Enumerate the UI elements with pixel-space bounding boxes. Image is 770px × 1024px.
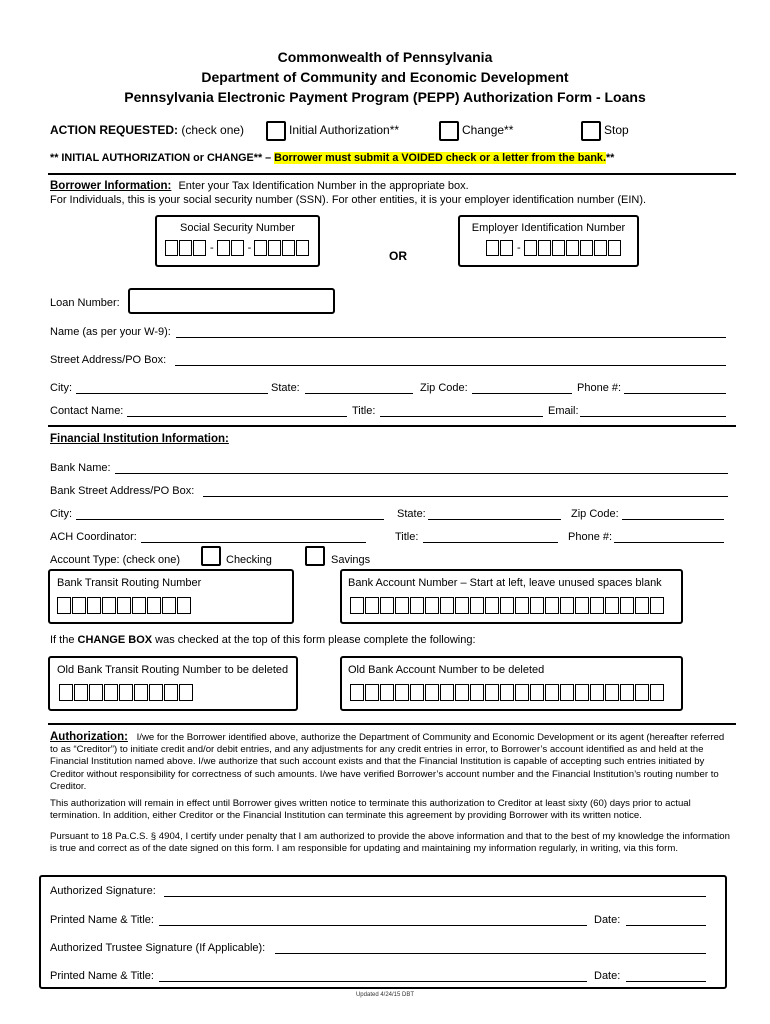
form-title-line2: Department of Community and Economic Development [201, 69, 569, 85]
routing-digit-cells[interactable] [57, 597, 292, 614]
ein-label: Employer Identification Number [471, 222, 626, 234]
loan-number-label: Loan Number: [50, 297, 120, 309]
or-label: OR [389, 249, 407, 263]
contact-label: Contact Name: [50, 405, 124, 417]
old-account-label: Old Bank Account Number to be deleted [348, 664, 545, 676]
zip-field[interactable] [472, 382, 572, 394]
bank-state-field[interactable] [428, 508, 561, 520]
account-number-label: Bank Account Number – Start at left, leave unused spaces blank [348, 577, 662, 589]
printed-name-2-label: Printed Name & Title: [50, 970, 154, 982]
date-2-field[interactable] [626, 970, 706, 982]
section-divider-auth [48, 723, 736, 725]
bank-phone-field[interactable] [614, 531, 724, 543]
ein-box [458, 215, 639, 267]
signature-field[interactable] [164, 885, 706, 897]
ach-label: ACH Coordinator: [50, 531, 137, 543]
ssn-digit-cells[interactable]: - - [165, 240, 318, 256]
authorization-paragraph-2: This authorization will remain in effect until Borrower gives written notice to terminate this authorization to Creditor at least sixty (60) days prior to actual termination. In addition, either Creditor or the Financial Institution can terminate this agreement by providing Borrower with its written notice. [50, 798, 691, 822]
trustee-signature-label: Authorized Trustee Signature (If Applicable): [50, 942, 266, 954]
authorization-paragraph-3: Pursuant to 18 Pa.C.S. § 4904, I certify under penalty that I am authorized to provide the above information and that to the best of my knowledge the information is true and correct as of the date signed on this form. I am responsible for updating and maintaining my information regularly, in writing, via this form. [50, 831, 730, 855]
bank-state-label: State: [397, 508, 426, 520]
bank-name-field[interactable] [115, 462, 728, 474]
old-account-digit-cells[interactable] [350, 684, 681, 701]
authorization-paragraph-1: Authorization: I/we for the Borrower identified above, authorize the Department of Community and Economic Development or its agent (hereafter referred to as “Creditor”) to initiate credit and/or debit entries, and any adjustments for any credit entries in error, to Borrower’s account identified as and held at the Financial Institution named above. I/we authorize that such account exists and that the Financial Institution is capable of accepting such entries initiated by Creditor without responsibility for correctness of such amounts. I/we have verified Borrower’s account number and the Financial Institution’s routing number to Creditor. [50, 731, 725, 792]
bank-zip-field[interactable] [622, 508, 724, 520]
voided-check-notice [50, 152, 614, 164]
notice-suffix: ** [605, 152, 615, 164]
trustee-signature-field[interactable] [275, 942, 706, 954]
stop-checkbox[interactable] [581, 121, 601, 141]
borrower-intro1: Enter your Tax Identification Number in the appropriate box. [178, 180, 469, 192]
old-routing-box [48, 656, 298, 711]
street-field[interactable] [175, 354, 726, 366]
state-label: State: [271, 382, 300, 394]
printed-name-field[interactable] [159, 914, 587, 926]
date-field[interactable] [626, 914, 706, 926]
ssn-box [155, 215, 320, 267]
ein-digit-cells[interactable]: - [486, 240, 637, 256]
action-requested-label: ACTION REQUESTED: [50, 123, 179, 137]
section-divider-top [48, 173, 736, 175]
routing-number-box [48, 569, 294, 624]
change-label: Change** [462, 123, 514, 137]
street-label: Street Address/PO Box: [50, 354, 167, 366]
email-field[interactable] [580, 405, 726, 417]
bank-phone-label: Phone #: [568, 531, 613, 543]
updated-footer: Updated 4/24/15 DBT [355, 992, 415, 998]
bank-city-label: City: [50, 508, 72, 520]
authorization-heading: Authorization: [50, 731, 128, 743]
savings-checkbox[interactable] [305, 546, 325, 566]
ach-title-field[interactable] [423, 531, 558, 543]
bank-city-field[interactable] [76, 508, 384, 520]
account-type-label: Account Type: (check one) [50, 554, 181, 566]
borrower-heading: Borrower Information: [50, 180, 172, 192]
bank-street-field[interactable] [203, 485, 728, 497]
checking-label: Checking [226, 554, 272, 566]
section-divider-bank [48, 425, 736, 427]
bank-street-label: Bank Street Address/PO Box: [50, 485, 195, 497]
old-routing-digit-cells[interactable] [59, 684, 296, 701]
action-requested-hint: (check one) [181, 123, 245, 137]
checking-checkbox[interactable] [201, 546, 221, 566]
change-instructions: If the CHANGE BOX was checked at the top of this form please complete the following: [50, 634, 476, 646]
initial-authorization-label: Initial Authorization** [289, 123, 400, 137]
form-title-line3: Pennsylvania Electronic Payment Program (PEPP) Authorization Form - Loans [124, 89, 646, 105]
ach-field[interactable] [141, 531, 366, 543]
change-checkbox[interactable] [439, 121, 459, 141]
account-number-box [340, 569, 683, 624]
old-routing-label: Old Bank Transit Routing Number to be deleted [57, 664, 289, 676]
loan-number-input[interactable] [128, 288, 335, 314]
borrower-heading-row [50, 180, 469, 192]
name-field[interactable] [176, 326, 726, 338]
borrower-intro2: For Individuals, this is your social security number (SSN). For other entities, it is your employer identification number (EIN). [50, 194, 647, 206]
printed-name-label: Printed Name & Title: [50, 914, 154, 926]
ssn-label: Social Security Number [180, 222, 295, 234]
bank-zip-label: Zip Code: [571, 508, 619, 520]
routing-number-label: Bank Transit Routing Number [57, 577, 202, 589]
form-title-line1: Commonwealth of Pennsylvania [277, 49, 493, 65]
contact-title-label: Title: [352, 405, 376, 417]
city-field[interactable] [76, 382, 268, 394]
savings-label: Savings [331, 554, 371, 566]
bank-heading: Financial Institution Information: [50, 433, 229, 445]
action-requested-row [50, 123, 244, 137]
contact-field[interactable] [127, 405, 347, 417]
old-account-box [340, 656, 683, 711]
notice-prefix: ** INITIAL AUTHORIZATION or CHANGE** – [50, 152, 275, 164]
account-digit-cells[interactable] [350, 597, 681, 614]
email-label: Email: [548, 405, 579, 417]
notice-highlight: Borrower must submit a VOIDED check or a letter from the bank. [274, 152, 606, 164]
stop-label: Stop [604, 123, 629, 137]
phone-label: Phone #: [577, 382, 622, 394]
name-label: Name (as per your W-9): [50, 326, 171, 338]
bank-name-label: Bank Name: [50, 462, 111, 474]
signature-label: Authorized Signature: [50, 885, 156, 897]
initial-authorization-checkbox[interactable] [266, 121, 286, 141]
ach-title-label: Title: [395, 531, 419, 543]
printed-name-2-field[interactable] [159, 970, 587, 982]
zip-label: Zip Code: [420, 382, 468, 394]
city-label: City: [50, 382, 72, 394]
phone-field[interactable] [624, 382, 726, 394]
contact-title-field[interactable] [380, 405, 543, 417]
state-field[interactable] [305, 382, 413, 394]
date-label: Date: [594, 914, 621, 926]
date-2-label: Date: [594, 970, 621, 982]
